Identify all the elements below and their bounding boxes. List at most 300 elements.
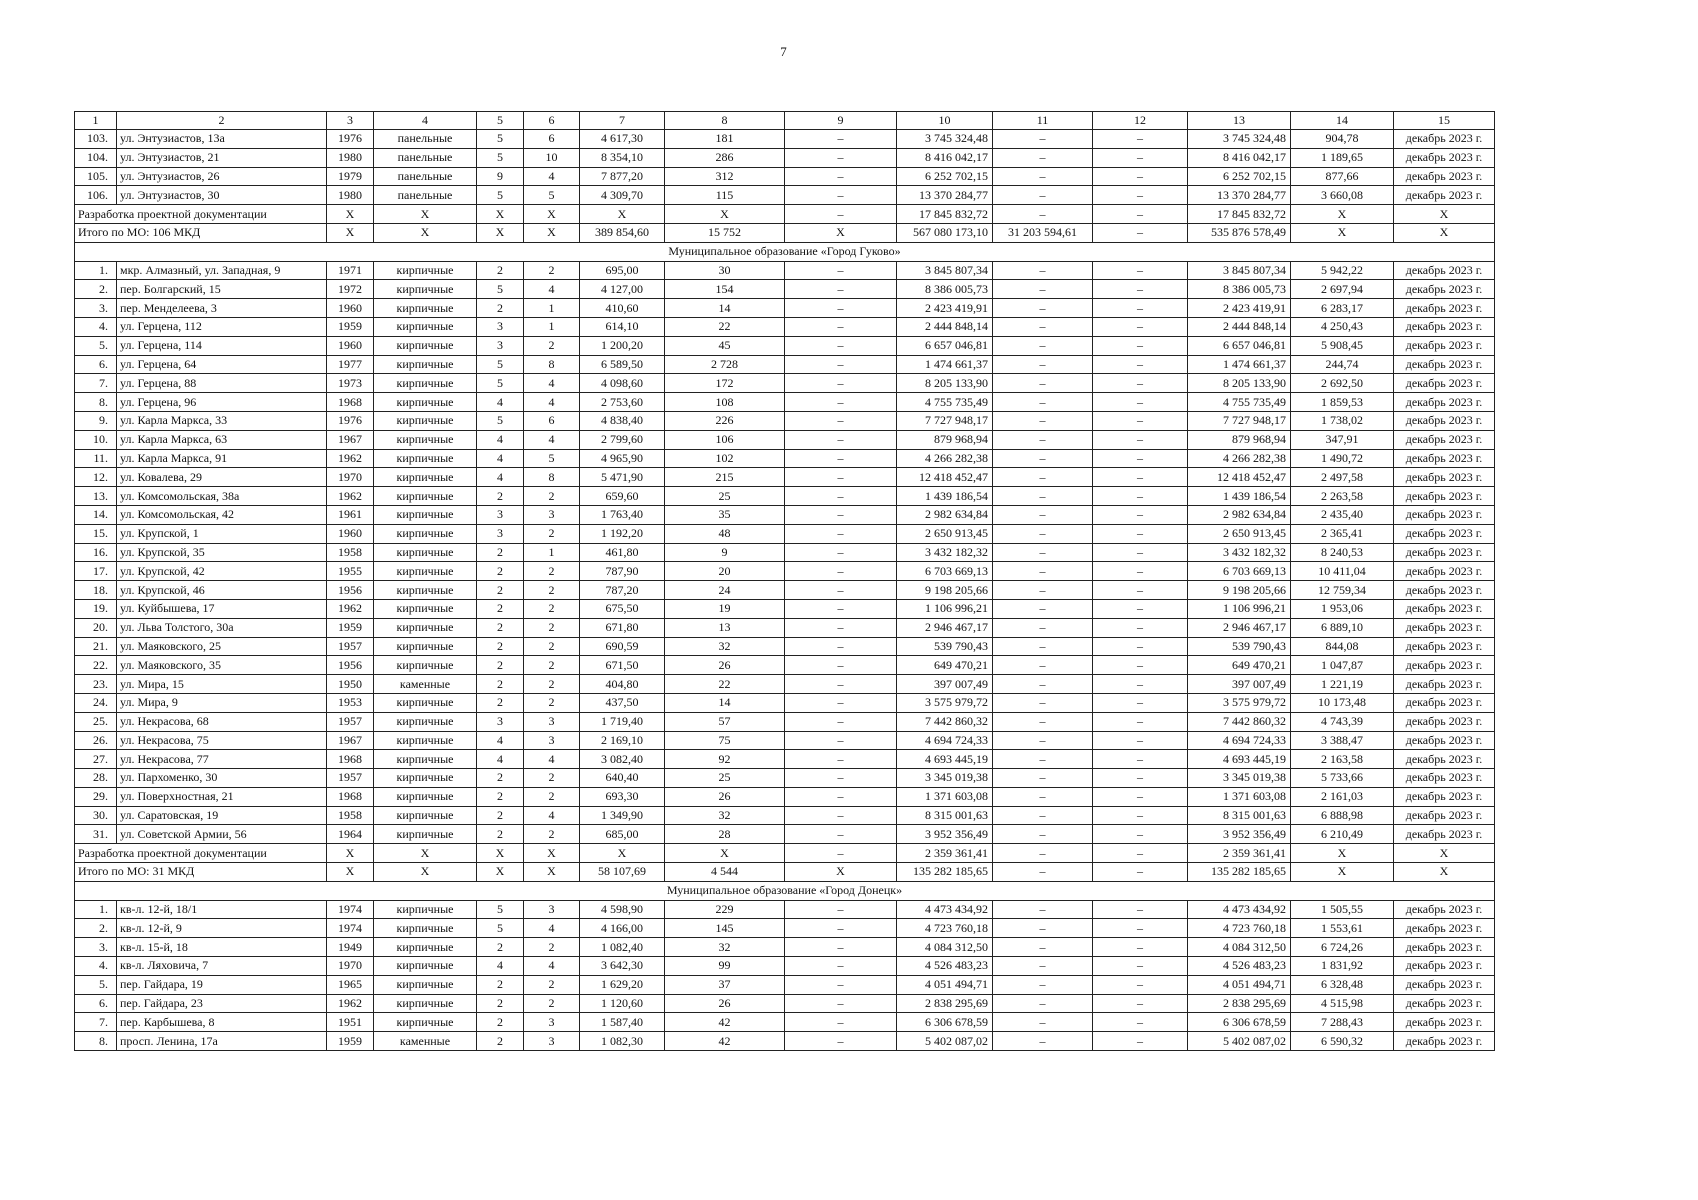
table-cell: – [785,468,897,487]
table-cell: панельные [374,167,477,186]
table-cell: – [1093,280,1188,299]
table-cell: 12 418 452,47 [1188,468,1291,487]
table-cell: 286 [665,148,785,167]
column-number-5: 5 [477,112,524,130]
table-cell: 3 [524,505,580,524]
table-cell: кирпичные [374,693,477,712]
column-number-row [75,112,1495,130]
table-cell: 20 [665,562,785,581]
table-cell: каменные [374,675,477,694]
table-row [75,505,1495,524]
table-cell: 1 106 996,21 [897,599,993,618]
table-cell: 2 [477,769,524,788]
table-cell: 2 423 419,91 [1188,299,1291,318]
table-cell: 2 [477,1032,524,1051]
table-cell: панельные [374,186,477,205]
table-cell: 48 [665,524,785,543]
table-cell: – [785,787,897,806]
table-cell: 5 908,45 [1291,336,1394,355]
table-cell: 5 [477,186,524,205]
table-cell: 2 435,40 [1291,505,1394,524]
table-cell: кирпичные [374,355,477,374]
table-row [75,750,1495,769]
row-label: Разработка проектной документации [75,844,327,863]
table-cell: 2 [477,787,524,806]
table-cell: – [1093,374,1188,393]
table-cell: 3 [524,1032,580,1051]
table-cell: 6 590,32 [1291,1032,1394,1051]
table-cell: – [993,750,1093,769]
table-cell: 1976 [327,130,374,149]
table-cell: 5 [477,130,524,149]
table-cell: 347,91 [1291,430,1394,449]
table-cell: – [1093,900,1188,919]
table-row [75,487,1495,506]
table-cell: 1. [75,900,117,919]
municipality-section-row [75,242,1495,261]
table-cell: кирпичные [374,731,477,750]
table-cell: декабрь 2023 г. [1394,975,1495,994]
table-cell: кирпичные [374,769,477,788]
table-cell: 4 127,00 [580,280,665,299]
table-cell: – [1093,938,1188,957]
table-cell: 17 845 832,72 [897,205,993,224]
table-cell: 4 755 735,49 [897,393,993,412]
table-cell: 4 [477,468,524,487]
table-cell: 2 982 634,84 [897,505,993,524]
repair-program-table [74,111,1495,1051]
table-cell: – [993,317,1093,336]
table-cell: 2 650 913,45 [1188,524,1291,543]
table-cell: 4 515,98 [1291,994,1394,1013]
table-cell: – [993,938,1093,957]
table-cell: 4 [524,806,580,825]
table-cell: ул. Энтузиастов, 13а [117,130,327,149]
table-cell: – [785,712,897,731]
table-cell: – [785,317,897,336]
table-cell: 6 252 702,15 [1188,167,1291,186]
design-docs-row [75,844,1495,863]
table-cell: 6 657 046,81 [897,336,993,355]
column-number-15: 15 [1394,112,1495,130]
table-cell: 1962 [327,449,374,468]
table-cell: кирпичные [374,919,477,938]
table-cell: – [993,581,1093,600]
table-cell: декабрь 2023 г. [1394,261,1495,280]
table-cell: 1962 [327,994,374,1013]
table-cell: 3 [477,505,524,524]
table-cell: – [1093,599,1188,618]
table-cell: 2. [75,919,117,938]
table-cell: 1960 [327,336,374,355]
table-row [75,919,1495,938]
table-cell: – [993,487,1093,506]
table-cell: 844,08 [1291,637,1394,656]
table-cell: 690,59 [580,637,665,656]
table-cell: каменные [374,1032,477,1051]
table-cell: 5 733,66 [1291,769,1394,788]
table-cell: 4 [524,957,580,976]
table-cell: 904,78 [1291,130,1394,149]
table-cell: 8 386 005,73 [897,280,993,299]
table-cell: 1 200,20 [580,336,665,355]
table-cell: 14 [665,693,785,712]
table-cell: кирпичные [374,975,477,994]
table-cell: 4 266 282,38 [1188,449,1291,468]
table-cell: – [1093,148,1188,167]
table-cell: 4 [524,280,580,299]
table-cell: ул. Маяковского, 35 [117,656,327,675]
table-cell: 31. [75,825,117,844]
table-cell: 1 953,06 [1291,599,1394,618]
table-cell: 2. [75,280,117,299]
table-cell: 4 [524,430,580,449]
table-cell: – [993,1013,1093,1032]
table-cell: 2 [477,1013,524,1032]
table-cell: – [785,994,897,1013]
table-cell: 3 642,30 [580,957,665,976]
table-cell: – [1093,261,1188,280]
table-cell: 4 693 445,19 [897,750,993,769]
table-cell: 2 [477,825,524,844]
table-cell: X [580,205,665,224]
table-cell: ул. Энтузиастов, 30 [117,186,327,205]
table-cell: 1959 [327,317,374,336]
table-cell: – [1093,731,1188,750]
table-cell: 26 [665,994,785,1013]
table-cell: 4 [477,731,524,750]
table-cell: 4 526 483,23 [897,957,993,976]
table-cell: 1950 [327,675,374,694]
table-cell: 22 [665,317,785,336]
table-cell: 25 [665,487,785,506]
table-cell: 4 743,39 [1291,712,1394,731]
table-cell: декабрь 2023 г. [1394,769,1495,788]
table-cell: 18. [75,581,117,600]
table-cell: кирпичные [374,938,477,957]
table-cell: 135 282 185,65 [1188,863,1291,882]
table-cell: 1971 [327,261,374,280]
table-cell: 2 [477,675,524,694]
table-cell: 16. [75,543,117,562]
table-cell: 2 838 295,69 [897,994,993,1013]
table-cell: 4 084 312,50 [1188,938,1291,957]
table-cell: 3 [477,336,524,355]
table-cell: 2 497,58 [1291,468,1394,487]
table-row [75,299,1495,318]
table-cell: ул. Карла Маркса, 91 [117,449,327,468]
table-cell: 4 965,90 [580,449,665,468]
table-cell: X [477,863,524,882]
table-cell: 2 [524,825,580,844]
table-cell: 1 047,87 [1291,656,1394,675]
table-cell: – [993,712,1093,731]
table-cell: 14. [75,505,117,524]
table-cell: – [785,355,897,374]
table-row [75,562,1495,581]
table-cell: 2 [524,581,580,600]
table-cell: 1970 [327,957,374,976]
table-cell: ул. Крупской, 46 [117,581,327,600]
table-cell: 2 [524,336,580,355]
table-row [75,825,1495,844]
table-cell: 659,60 [580,487,665,506]
table-cell: 1 474 661,37 [897,355,993,374]
table-cell: 3 345 019,38 [1188,769,1291,788]
table-cell: декабрь 2023 г. [1394,675,1495,694]
column-number-14: 14 [1291,112,1394,130]
table-cell: декабрь 2023 г. [1394,411,1495,430]
table-cell: 1 831,92 [1291,957,1394,976]
table-cell: 1960 [327,299,374,318]
table-cell: 2 [477,581,524,600]
table-cell: 1 553,61 [1291,919,1394,938]
table-cell: 1 474 661,37 [1188,355,1291,374]
table-row [75,468,1495,487]
table-cell: – [993,167,1093,186]
table-cell: декабрь 2023 г. [1394,731,1495,750]
table-cell: 9. [75,411,117,430]
table-cell: 7 877,20 [580,167,665,186]
table-cell: просп. Ленина, 17а [117,1032,327,1051]
table-cell: 6 [524,130,580,149]
table-cell: 312 [665,167,785,186]
table-cell: 539 790,43 [1188,637,1291,656]
table-cell: 5 [477,280,524,299]
table-cell: 7 727 948,17 [897,411,993,430]
row-label: Итого по МО: 106 МКД [75,223,327,242]
table-cell: 2 697,94 [1291,280,1394,299]
table-cell: ул. Маяковского, 25 [117,637,327,656]
table-cell: 7 727 948,17 [1188,411,1291,430]
table-cell: 1956 [327,581,374,600]
table-cell: 3 952 356,49 [897,825,993,844]
table-cell: 9 [477,167,524,186]
table-cell: 2 [524,618,580,637]
table-cell: ул. Мира, 15 [117,675,327,694]
table-cell: 567 080 173,10 [897,223,993,242]
table-cell: 10 [524,148,580,167]
table-cell: панельные [374,148,477,167]
municipality-section-row [75,881,1495,900]
table-cell: X [477,223,524,242]
table-row [75,1013,1495,1032]
table-cell: ул. Комсомольская, 38а [117,487,327,506]
table-cell: 1967 [327,731,374,750]
table-cell: X [374,863,477,882]
table-cell: кв-л. 12-й, 9 [117,919,327,938]
table-cell: кирпичные [374,336,477,355]
table-cell: 15. [75,524,117,543]
table-cell: – [1093,656,1188,675]
table-cell: 2 838 295,69 [1188,994,1291,1013]
table-row [75,449,1495,468]
table-row [75,1032,1495,1051]
table-cell: декабрь 2023 г. [1394,130,1495,149]
table-cell: – [1093,769,1188,788]
table-cell: 1968 [327,750,374,769]
table-row [75,731,1495,750]
table-cell: – [1093,487,1188,506]
table-cell: 5 [477,148,524,167]
table-cell: кв-л. Ляховича, 7 [117,957,327,976]
table-cell: – [1093,825,1188,844]
table-cell: – [785,599,897,618]
table-cell: кирпичные [374,1013,477,1032]
table-row [75,656,1495,675]
table-cell: 4 723 760,18 [1188,919,1291,938]
table-cell: 6. [75,994,117,1013]
table-cell: 4 723 760,18 [897,919,993,938]
table-cell: 42 [665,1032,785,1051]
table-cell: 2 [477,562,524,581]
table-cell: декабрь 2023 г. [1394,430,1495,449]
table-cell: 32 [665,938,785,957]
table-cell: X [785,223,897,242]
table-cell: 30. [75,806,117,825]
table-cell: – [993,186,1093,205]
table-cell: 19. [75,599,117,618]
table-cell: 4 250,43 [1291,317,1394,336]
table-row [75,167,1495,186]
table-cell: – [785,825,897,844]
table-cell: декабрь 2023 г. [1394,148,1495,167]
table-cell: 5 [477,919,524,938]
table-cell: ул. Карла Маркса, 63 [117,430,327,449]
table-cell: 3 845 807,34 [897,261,993,280]
table-cell: 1959 [327,1032,374,1051]
table-cell: 3 [477,712,524,731]
table-cell: ул. Герцена, 96 [117,393,327,412]
table-cell: – [993,205,1093,224]
table-cell: 2 753,60 [580,393,665,412]
table-cell: 3 845 807,34 [1188,261,1291,280]
table-cell: – [993,637,1093,656]
table-cell: – [1093,693,1188,712]
table-cell: 29. [75,787,117,806]
column-number-8: 8 [665,112,785,130]
table-cell: кирпичные [374,599,477,618]
table-cell: 1967 [327,430,374,449]
table-cell: 6 210,49 [1291,825,1394,844]
table-cell: 10 173,48 [1291,693,1394,712]
table-cell: кирпичные [374,618,477,637]
table-cell: 215 [665,468,785,487]
table-cell: ул. Некрасова, 68 [117,712,327,731]
table-row [75,186,1495,205]
table-cell: – [993,543,1093,562]
table-cell: – [993,393,1093,412]
table-cell: декабрь 2023 г. [1394,543,1495,562]
table-cell: X [665,205,785,224]
table-cell: 2 [477,994,524,1013]
table-cell: 2 [524,562,580,581]
table-cell: 4 [524,919,580,938]
table-cell: 3 745 324,48 [1188,130,1291,149]
table-cell: 3 575 979,72 [1188,693,1291,712]
table-cell: 3. [75,299,117,318]
table-cell: 6 589,50 [580,355,665,374]
table-cell: 2 650 913,45 [897,524,993,543]
table-cell: 879 968,94 [1188,430,1291,449]
table-cell: – [993,731,1093,750]
table-cell: 397 007,49 [897,675,993,694]
table-cell: кирпичные [374,317,477,336]
table-row [75,543,1495,562]
table-cell: ул. Ковалева, 29 [117,468,327,487]
table-cell: 108 [665,393,785,412]
table-cell: 3 432 182,32 [897,543,993,562]
table-cell: X [1394,844,1495,863]
table-cell: кирпичные [374,280,477,299]
table-cell: 2 [477,656,524,675]
table-cell: декабрь 2023 г. [1394,186,1495,205]
table-cell: 4 [477,393,524,412]
table-cell: 1 859,53 [1291,393,1394,412]
table-cell: – [1093,919,1188,938]
table-cell: 92 [665,750,785,769]
table-cell: декабрь 2023 г. [1394,449,1495,468]
table-cell: – [1093,562,1188,581]
table-cell: 13. [75,487,117,506]
table-cell: – [1093,806,1188,825]
column-number-3: 3 [327,112,374,130]
table-cell: – [785,731,897,750]
table-cell: – [993,505,1093,524]
table-cell: – [785,148,897,167]
table-cell: – [785,299,897,318]
table-cell: – [1093,167,1188,186]
table-cell: 4 617,30 [580,130,665,149]
table-cell: 5. [75,336,117,355]
table-row [75,411,1495,430]
table-row [75,261,1495,280]
table-cell: 1958 [327,806,374,825]
table-cell: 1962 [327,599,374,618]
table-cell: декабрь 2023 г. [1394,900,1495,919]
table-row [75,430,1495,449]
table-cell: 3 388,47 [1291,731,1394,750]
table-cell: кв-л. 15-й, 18 [117,938,327,957]
table-cell: декабрь 2023 г. [1394,317,1495,336]
column-number-13: 13 [1188,112,1291,130]
table-cell: 20. [75,618,117,637]
table-cell: 4 166,00 [580,919,665,938]
table-cell: 539 790,43 [897,637,993,656]
table-cell: 1974 [327,900,374,919]
table-cell: 1958 [327,543,374,562]
table-cell: 2 [524,693,580,712]
table-cell: 1973 [327,374,374,393]
table-cell: 26 [665,787,785,806]
table-cell: 8 315 001,63 [1188,806,1291,825]
table-cell: 671,80 [580,618,665,637]
table-cell: 2 [524,994,580,1013]
table-cell: ул. Герцена, 64 [117,355,327,374]
table-cell: 75 [665,731,785,750]
table-cell: 4 [477,430,524,449]
table-cell: – [785,487,897,506]
table-cell: декабрь 2023 г. [1394,693,1495,712]
table-cell: – [1093,468,1188,487]
table-cell: кирпичные [374,825,477,844]
table-cell: 22 [665,675,785,694]
table-cell: 1977 [327,355,374,374]
table-cell: 1976 [327,411,374,430]
table-cell: X [1291,863,1394,882]
table-cell: 404,80 [580,675,665,694]
table-cell: 6 306 678,59 [897,1013,993,1032]
